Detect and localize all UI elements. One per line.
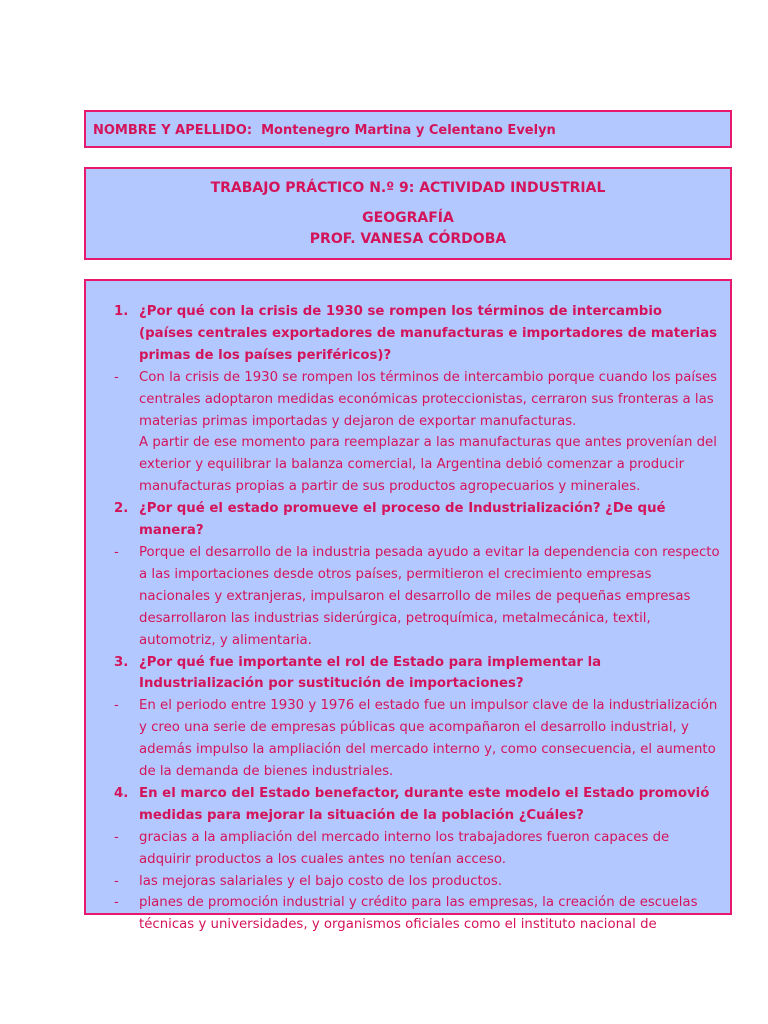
question-number: 2.	[114, 501, 129, 517]
bullet-dash: -	[114, 369, 119, 385]
question-text: En el marco del Estado benefactor, durante este modelo el Estado promovió medidas para mejorar la situación de la población ¿Cuáles?	[139, 785, 710, 823]
answer-item	[86, 432, 730, 498]
name-label: NOMBRE Y APELLIDO:	[93, 123, 253, 138]
answer-text: planes de promoción industrial y crédito para las empresas, la creación de escuelas técnicas y universidades, y organismos oficiales como el instituto nacional de	[139, 895, 698, 933]
answer-item	[86, 367, 730, 433]
question-number: 4.	[114, 785, 129, 801]
bullet-dash: -	[114, 829, 119, 845]
question-item	[86, 301, 730, 367]
question-item	[86, 783, 730, 827]
questions-box	[84, 279, 732, 933]
bullet-dash: -	[114, 895, 119, 911]
bullet-dash: -	[114, 544, 119, 560]
subject-title: GEOGRAFÍA	[362, 210, 454, 226]
answer-item	[86, 695, 730, 783]
questions-list	[86, 301, 730, 936]
title-box	[84, 167, 732, 260]
question-text: ¿Por qué con la crisis de 1930 se rompen los términos de intercambio (países centrales exportadores de manufacturas e importadores de materias primas de los países periféricos)?	[139, 304, 718, 363]
question-text: ¿Por qué fue importante el rol de Estado para implementar la Industrialización por sustitución de importaciones?	[139, 654, 602, 692]
question-number: 3.	[114, 654, 129, 670]
question-number: 1.	[114, 304, 129, 319]
answer-item	[86, 871, 730, 893]
name-value: Montenegro Martina y Celentano Evelyn	[261, 123, 556, 138]
name-box	[84, 110, 732, 148]
answer-text: A partir de ese momento para reemplazar a las manufacturas que antes provenían del exterior y equilibrar la balanza comercial, la Argentina debió comenzar a producir manufacturas propias a partir de sus productos agropecuarios y minerales.	[139, 435, 717, 495]
answer-text: En el periodo entre 1930 y 1976 el estado fue un impulsor clave de la industrialización y creo una serie de empresas públicas que acompañaron el desarrollo industrial, y además impulso la ampliación del mercado interno y, como consecuencia, el aumento de la demanda de bienes industriales.	[139, 698, 718, 780]
question-item	[86, 498, 730, 542]
bullet-dash: -	[114, 698, 119, 714]
bullet-dash: -	[114, 873, 119, 889]
question-item	[86, 652, 730, 696]
answer-text: Con la crisis de 1930 se rompen los términos de intercambio porque cuando los países centrales adoptaron medidas económicas proteccionistas, cerraron sus fronteras a las materias primas importadas y dejaron de exportar manufacturas.	[139, 369, 718, 429]
teacher-name: PROF. VANESA CÓRDOBA	[309, 231, 507, 247]
answer-item	[86, 892, 730, 936]
answer-item	[86, 827, 730, 871]
answer-text: gracias a la ampliación del mercado interno los trabajadores fueron capaces de adquirir productos a los cuales antes no tenían acceso.	[139, 829, 670, 867]
question-text: ¿Por qué el estado promueve el proceso de Industrialización? ¿De qué manera?	[139, 501, 666, 539]
answer-text: las mejoras salariales y el bajo costo de los productos.	[139, 873, 503, 889]
assignment-title: TRABAJO PRÁCTICO N.º 9: ACTIVIDAD INDUSTRIAL	[210, 180, 606, 196]
answer-item	[86, 542, 730, 652]
answer-text: Porque el desarrollo de la industria pesada ayudo a evitar la dependencia con respecto a las importaciones desde otros países, permitieron el crecimiento empresas nacionales y extranjeras, impulsaron el desarrollo de miles de pequeñas empresas desarrollaron las industrias siderúrgica, petroquímica, metalmecánica, textil, automotriz, y alimentaria.	[139, 544, 720, 648]
